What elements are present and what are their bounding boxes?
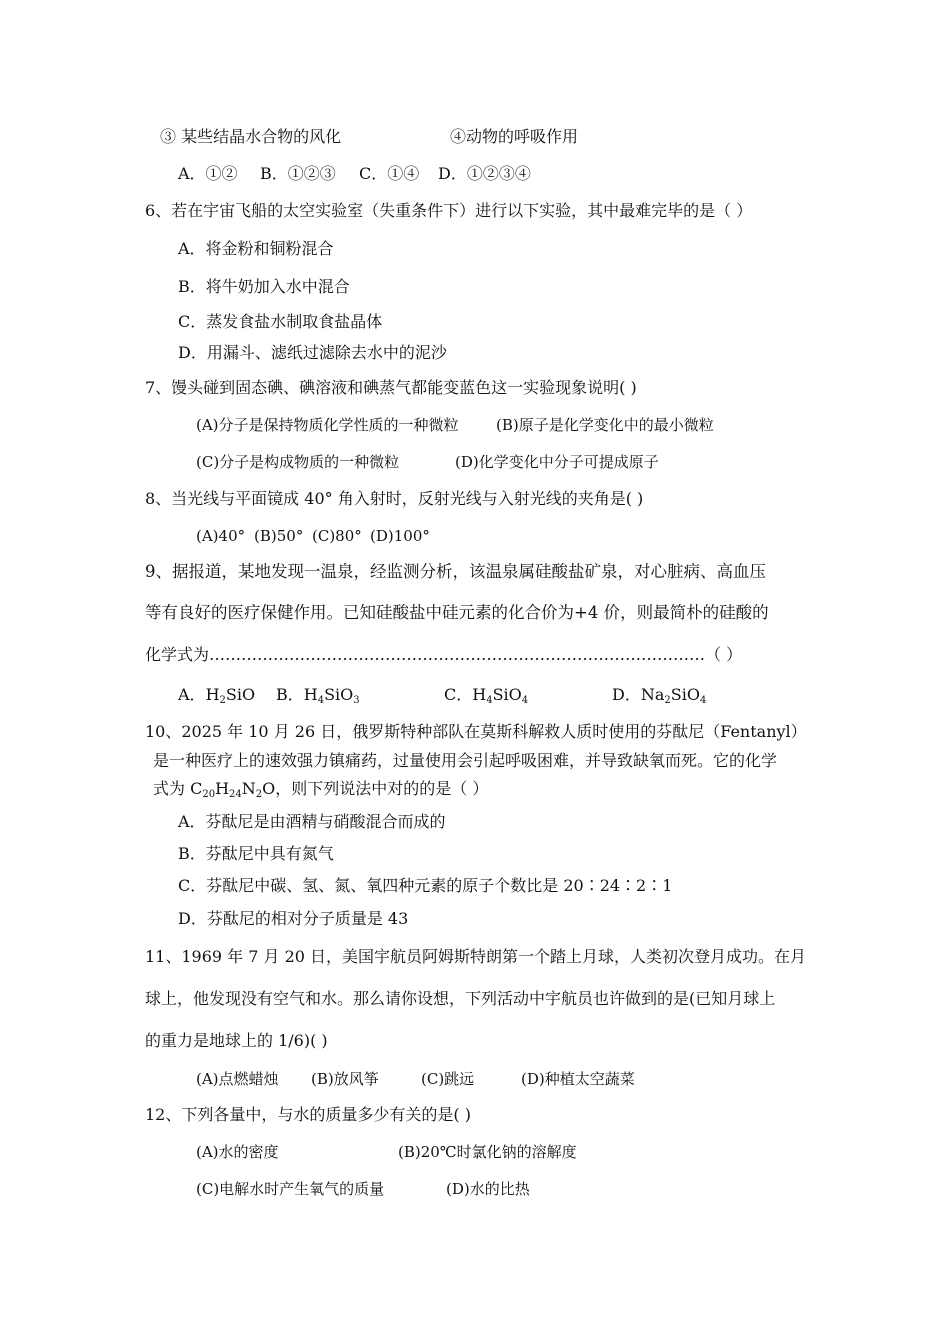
q5-option-c: C．①④ [359, 164, 420, 183]
q12-option-a: (A)水的密度 [196, 1143, 279, 1161]
formula-element: SiO [670, 685, 700, 704]
q11-options [196, 1069, 635, 1089]
formula-subscript: 24 [229, 789, 242, 800]
q10-chemical-formula [190, 779, 275, 798]
formula-element: SiO [324, 685, 354, 704]
formula-element: H [472, 685, 487, 704]
q10-stem-line-2: 是一种医疗上的速效强力镇痛药，过量使用会引起呼吸困难，并导致缺氧而死。它的化学 [153, 751, 778, 770]
q12-option-b: (B)20℃时氯化钠的溶解度 [398, 1143, 577, 1161]
q10-option-c: C．芬酞尼中碳、氢、氮、氧四种元素的原子个数比是 20∶24∶2∶1 [178, 876, 673, 895]
formula-element: Na [640, 685, 665, 704]
option-label: B． [276, 685, 304, 704]
q7-option-a: (A)分子是保持物质化学性质的一种微粒 [196, 416, 459, 434]
q8-option-b: (B)50° [254, 527, 304, 545]
option-label: C． [444, 685, 473, 704]
q11-option-d: (D)种植太空蔬菜 [521, 1070, 635, 1088]
q5-option-a: A．①② [178, 164, 238, 183]
formula-subscript: 3 [353, 695, 360, 706]
q8-stem: 8、当光线与平面镜成 40° 角入射时，反射光线与入射光线的夹角是( ) [145, 489, 644, 508]
q10-option-d: D．芬酞尼的相对分子质量是 43 [178, 909, 409, 928]
q5-item-3: ③ 某些结晶水合物的风化 [160, 127, 342, 146]
formula-element: N [241, 779, 256, 798]
q11-stem-line-2: 球上，他发现没有空气和水。那么请你设想，下列活动中宇航员也许做到的是(已知月球上 [145, 989, 776, 1008]
q9-stem-line-1: 9、据报道，某地发现一温泉，经监测分析，该温泉属硅酸盐矿泉，对心脏病、高血压 [145, 562, 766, 581]
q9-stem-line-2: 等有良好的医疗保健作用。已知硅酸盐中硅元素的化合价为+4 价，则最简朴的硅酸的 [145, 603, 769, 622]
formula-subscript: 20 [202, 789, 216, 800]
q7-option-d: (D)化学变化中分子可提成原子 [455, 453, 659, 471]
q6-option-d: D．用漏斗、滤纸过滤除去水中的泥沙 [178, 343, 447, 362]
q7-stem: 7、馒头碰到固态碘、碘溶液和碘蒸气都能变蓝色这一实验现象说明( ) [145, 378, 637, 397]
q9-option-a [178, 685, 276, 705]
q6-option-b: B．将牛奶加入水中混合 [178, 277, 350, 296]
formula-subscript: 4 [317, 695, 325, 706]
q10-stem-line-3 [153, 779, 488, 799]
formula-element: SiO [492, 685, 522, 704]
formula-element: SiO [225, 685, 256, 704]
formula-element: H [205, 685, 220, 704]
formula-element: H [215, 779, 230, 798]
option-label: A． [178, 685, 206, 704]
formula-subscript: 2 [255, 789, 263, 800]
formula-subscript: 4 [486, 695, 493, 706]
q5-options [178, 164, 531, 184]
formula-subscript: 4 [699, 695, 707, 706]
q9-option-d [612, 685, 706, 705]
q8-options [196, 526, 430, 546]
q5-option-d: D．①②③④ [438, 164, 531, 183]
q5-item-4: ④动物的呼吸作用 [450, 127, 579, 146]
q5-option-b: B．①②③ [260, 164, 336, 183]
q11-option-a: (A)点燃蜡烛 [196, 1070, 279, 1088]
option-label: D． [612, 685, 641, 704]
q6-option-c: C．蒸发食盐水制取食盐晶体 [178, 312, 383, 331]
q7-option-c: (C)分子是构成物质的一种微粒 [196, 453, 400, 471]
q6-stem: 6、若在宇宙飞船的太空实验室（失重条件下）进行以下实验，其中最难完毕的是（ ） [145, 201, 753, 220]
q11-stem-line-3: 的重力是地球上的 1/6)( ) [145, 1031, 328, 1050]
q6-option-a: A．将金粉和铜粉混合 [178, 239, 334, 258]
q7-option-b: (B)原子是化学变化中的最小微粒 [496, 416, 714, 434]
q9-stem-line-3: 化学式为…………………………………………………………………………………（ ） [145, 645, 743, 664]
q9-options [178, 685, 706, 705]
q10-option-b: B．芬酞尼中具有氮气 [178, 844, 334, 863]
q12-stem: 12、下列各量中，与水的质量多少有关的是( ) [145, 1105, 471, 1124]
q9-option-c [444, 685, 612, 705]
formula-element: O [262, 779, 276, 798]
q8-option-c: (C)80° [312, 527, 362, 545]
q10-option-a: A．芬酞尼是由酒精与硝酸混合而成的 [178, 812, 446, 831]
q10-stem-suffix: ，则下列说法中对的的是（ ） [275, 779, 489, 798]
formula-subscript: 4 [521, 695, 529, 706]
q11-option-b: (B)放风筝 [311, 1070, 379, 1088]
q11-option-c: (C)跳远 [421, 1070, 475, 1088]
q9-option-b [276, 685, 444, 705]
formula-subscript: 2 [219, 695, 226, 706]
formula-element: C [190, 779, 203, 798]
formula-subscript: 2 [664, 695, 671, 706]
q8-option-d: (D)100° [370, 527, 430, 545]
q11-stem-line-1: 11、1969 年 7 月 20 日，美国宇航员阿姆斯特朗第一个踏上月球，人类初次登月成功。在月 [145, 947, 807, 966]
q12-option-c: (C)电解水时产生氧气的质量 [196, 1180, 385, 1198]
formula-element: H [303, 685, 318, 704]
q12-option-d: (D)水的比热 [446, 1180, 530, 1198]
q8-option-a: (A)40° [196, 527, 246, 545]
q10-stem-prefix: 式为 [153, 779, 191, 798]
q10-stem-line-1: 10、2025 年 10 月 26 日，俄罗斯特种部队在莫斯科解救人质时使用的芬酞尼（Fentanyl） [145, 722, 807, 741]
